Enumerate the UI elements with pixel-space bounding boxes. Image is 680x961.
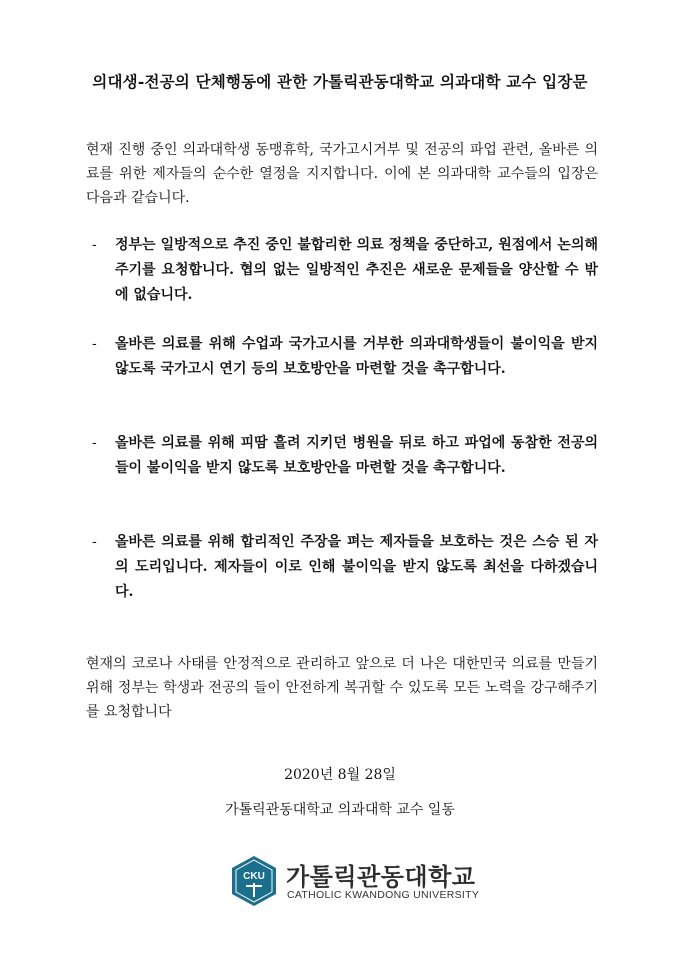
bullet-text: 올바른 의료를 위해 피땀 흘려 지키던 병원을 뒤로 하고 파업에 동참한 전공의들이 불이익을 받지 않도록 보호방안을 마련할 것을 촉구합니다. — [115, 435, 598, 476]
bullet-text: 정부는 일방적으로 추진 중인 불합리한 의료 정책을 중단하고, 원점에서 논의해주기를 요청합니다. 협의 없는 일방적인 추진은 새로운 문제들을 양산할 수 밖에 없습니다. — [115, 237, 598, 303]
university-english-name: CATHOLIC KWANDONG UNIVERSITY — [287, 889, 480, 901]
university-emblem-icon — [230, 855, 278, 907]
document-signer: 가톨릭관동대학교 의과대학 교수 일동 — [225, 802, 455, 818]
bullet-dash: - — [92, 534, 97, 550]
document-date: 2020년 8월 28일 — [284, 767, 396, 783]
bullet-item-4 — [92, 530, 598, 605]
emblem-text: CKU — [243, 871, 265, 882]
bullet-text: 올바른 의료를 위해 수업과 국가고시를 거부한 의과대학생들이 불이익을 받지 않도록 국가고시 연기 등의 보호방안을 마련할 것을 촉구합니다. — [115, 336, 598, 377]
bullet-item-2 — [92, 332, 598, 382]
bullet-dash: - — [92, 336, 97, 352]
closing-paragraph: 현재의 코로나 사태를 안정적으로 관리하고 앞으로 더 나은 대한민국 의료를 만들기 위해 정부는 학생과 전공의 들이 안전하게 복귀할 수 있도록 모든 노력을 강구해주기를 요청합니다 — [86, 656, 598, 720]
intro-paragraph: 현재 진행 중인 의과대학생 동맹휴학, 국가고시거부 및 전공의 파업 관련, 올바른 의료를 위한 제자들의 순수한 열정을 지지합니다. 이에 본 의과대학 교수들의 입장은 다음과 같습니다. — [86, 142, 598, 206]
bullet-dash: - — [92, 435, 97, 451]
bullet-text: 올바른 의료를 위해 합리적인 주장을 펴는 제자들을 보호하는 것은 스승 된 자의 도리입니다. 제자들이 이로 인해 불이익을 받지 않도록 최선을 다하겠습니다. — [115, 534, 598, 600]
university-logo — [230, 855, 480, 911]
bullet-dash: - — [92, 237, 97, 253]
document-title: 의대생-전공의 단체행동에 관한 가톨릭관동대학교 의과대학 교수 입장문 — [92, 72, 588, 91]
bullet-item-3 — [92, 431, 598, 481]
university-korean-name: 가톨릭관동대학교 — [286, 863, 476, 891]
bullet-item-1 — [92, 233, 598, 308]
